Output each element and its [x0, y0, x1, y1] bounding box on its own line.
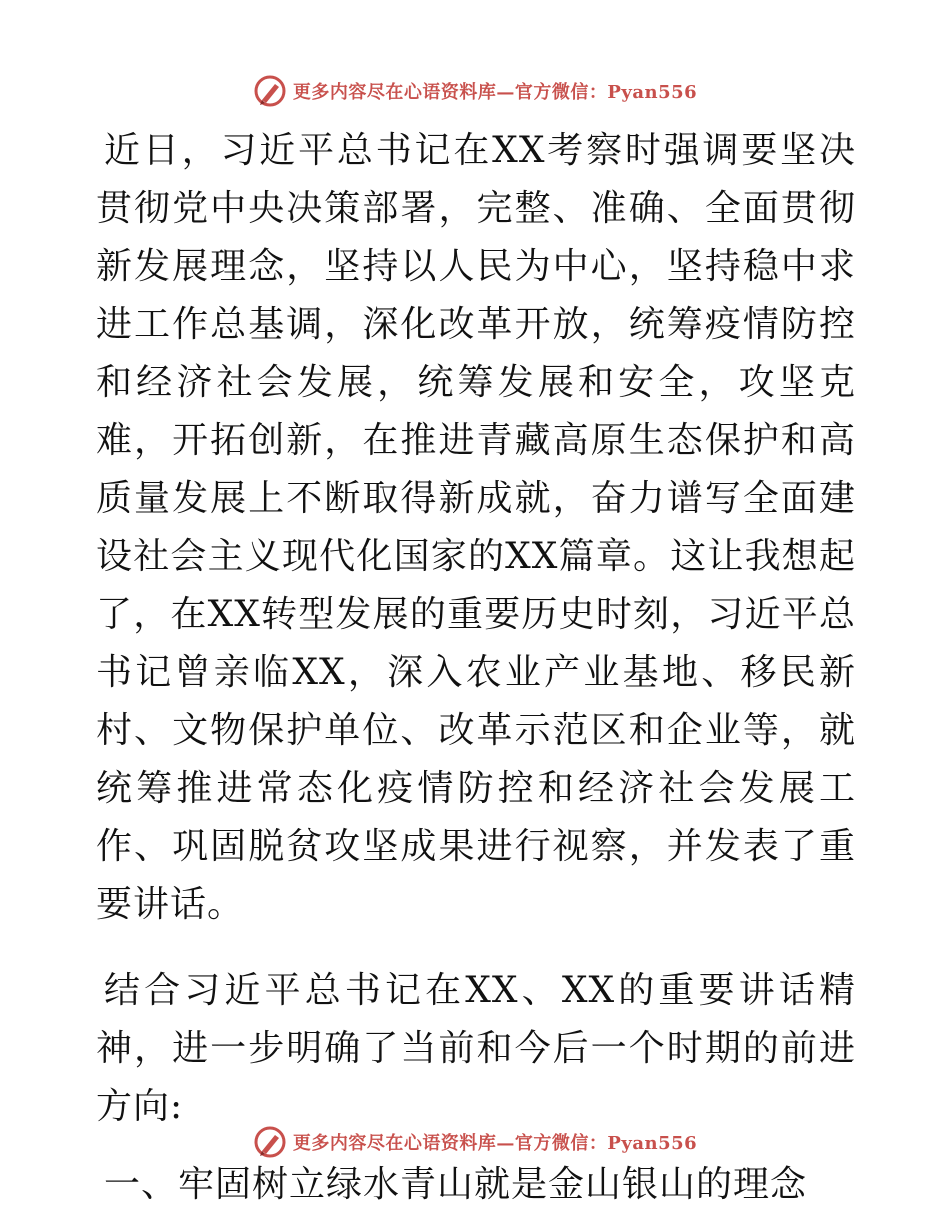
- paragraph-intro: 近日，习近平总书记在XX考察时强调要坚决贯彻党中央决策部署，完整、准确、全面贯彻新发展理念，坚持以人民为中心，坚持稳中求进工作总基调，深化改革开放，统筹疫情防控和经济社会发展，统筹发展和安全，攻坚克难，开拓创新，在推进青藏高原生态保护和高质量发展上不断取得新成就，奋力谱写全面建设社会主义现代化国家的XX篇章。这让我想起了，在XX转型发展的重要历史时刻，习近平总书记曾亲临XX，深入农业产业基地、移民新村、文物保护单位、改革示范区和企业等，就统筹推进常态化疫情防控和经济社会发展工作、巩固脱贫攻坚成果进行视察，并发表了重要讲话。: [96, 130, 856, 925]
- watermark-text: 更多内容尽在心语资料库—官方微信：Pyan556: [292, 1133, 698, 1154]
- document-body: [96, 122, 856, 1214]
- pen-logo-icon: [253, 1125, 287, 1159]
- watermark-text: 更多内容尽在心语资料库—官方微信：Pyan556: [292, 82, 698, 103]
- section-heading: 一、牢固树立绿水青山就是金山银山的理念: [104, 1164, 808, 1205]
- header-watermark: [0, 71, 950, 111]
- footer-watermark: [0, 1122, 950, 1162]
- pen-logo-icon: [253, 74, 287, 108]
- paragraph-direction: 结合习近平总书记在XX、XX的重要讲话精神，进一步明确了当前和今后一个时期的前进方向:: [96, 970, 856, 1127]
